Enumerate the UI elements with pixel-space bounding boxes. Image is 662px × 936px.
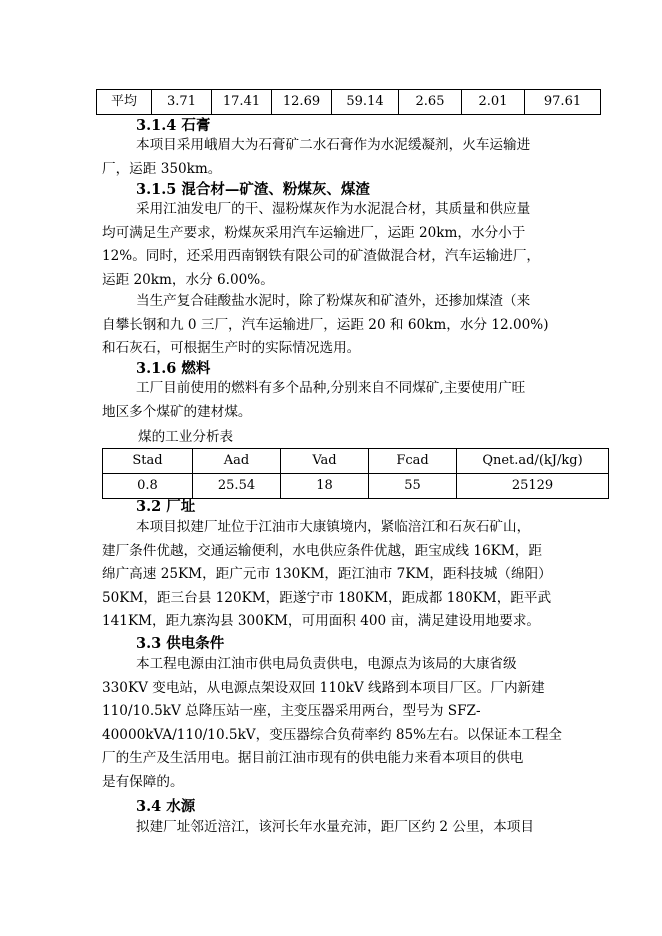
table-cell: 2.65 [399,90,462,115]
table-cell: 18 [281,474,369,499]
average-row-table [96,89,601,115]
table-cell: 3.71 [152,90,212,115]
table-cell: 25129 [457,474,609,499]
paragraph-admixture-2: 当生产复合硅酸盐水泥时，除了粉煤灰和矿渣外，还掺加煤渣（来 自攀长钢和九 0 三厂，汽车运输进厂，运距 20 和 60km，水分 12.00%) 和石灰石，可根据生产时的实际情况选用。 [102,293,549,356]
column-header: Qnet.ad/(kJ/kg) [457,449,609,474]
column-header: Aad [193,449,281,474]
table-cell: 12.69 [272,90,332,115]
table-cell: 平均 [97,90,152,115]
paragraph-site: 本项目拟建厂址位于江油市大康镇境内，紧临涪江和石灰石矿山， 建厂条件优越，交通运输便利，水电供应条件优越，距宝成线 16KM，距 绵广高速 25KM，距广元市 130KM，距江油市 7KM，距科技城（绵阳） 50KM，距三台县 120KM，距遂宁市 180KM，距成都 180KM，距平武 141KM，距九寨沟县 300KM，可用面积 400 亩，满足建设用地要求。 [102,519,552,629]
table-cell: 2.01 [462,90,525,115]
table-cell: 59.14 [332,90,399,115]
section-heading-fuel: 3.1.6 燃料 [136,360,211,377]
section-heading-site: 3.2 厂址 [136,498,196,515]
table-cell: 97.61 [525,90,601,115]
table-cell: 0.8 [103,474,193,499]
table-cell: 17.41 [212,90,272,115]
section-heading-power: 3.3 供电条件 [136,635,225,652]
table-cell: 55 [369,474,457,499]
paragraph-admixture-1: 采用江油发电厂的干、湿粉煤灰作为水泥混合材，其质量和供应量 均可满足生产要求，粉煤灰采用汽车运输进厂，运距 20km，水分小于 12%。同时，还采用西南钢铁有限公司的矿渣做混合材，汽车运输进厂， 运距 20km，水分 6.00%。 [102,201,541,288]
paragraph-gypsum: 本项目采用峨眉大为石膏矿二水石膏作为水泥缓凝剂，火车运输进 厂，运距 350km。 [102,137,531,177]
paragraph-fuel: 工厂目前使用的燃料有多个品种,分别来自不同煤矿,主要使用广旺 地区多个煤矿的建材煤。 [102,380,526,420]
section-heading-water: 3.4 水源 [136,798,196,815]
table-row [97,90,601,115]
table-row [103,474,609,499]
section-heading-admixture: 3.1.5 混合材—矿渣、粉煤灰、煤渣 [136,181,370,198]
paragraph-power: 本工程电源由江油市供电局负责供电，电源点为该局的大康省级 330KV 变电站，从电源点架设双回 110kV 线路到本项目厂区。厂内新建 110/10.5kV 总降压站一座，主变压器采用两台，型号为 SFZ- 40000kVA/110/10.5kV，变压器综合负荷率约 85%左右。以保证本工程全 厂的生产及生活用电。据目前江油市现有的供电能力来看本项目的供电 是有保障的。 [102,656,563,790]
paragraph-water: 拟建厂址邻近涪江，该河长年水量充沛，距厂区约 2 公里，本项目 [136,819,534,835]
section-heading-gypsum: 3.1.4 石膏 [136,117,211,134]
column-header: Fcad [369,449,457,474]
column-header: Stad [103,449,193,474]
column-header: Vad [281,449,369,474]
table-cell: 25.54 [193,474,281,499]
table-header-row [103,449,609,474]
coal-analysis-table [102,448,609,499]
coal-table-caption: 煤的工业分析表 [138,429,234,445]
